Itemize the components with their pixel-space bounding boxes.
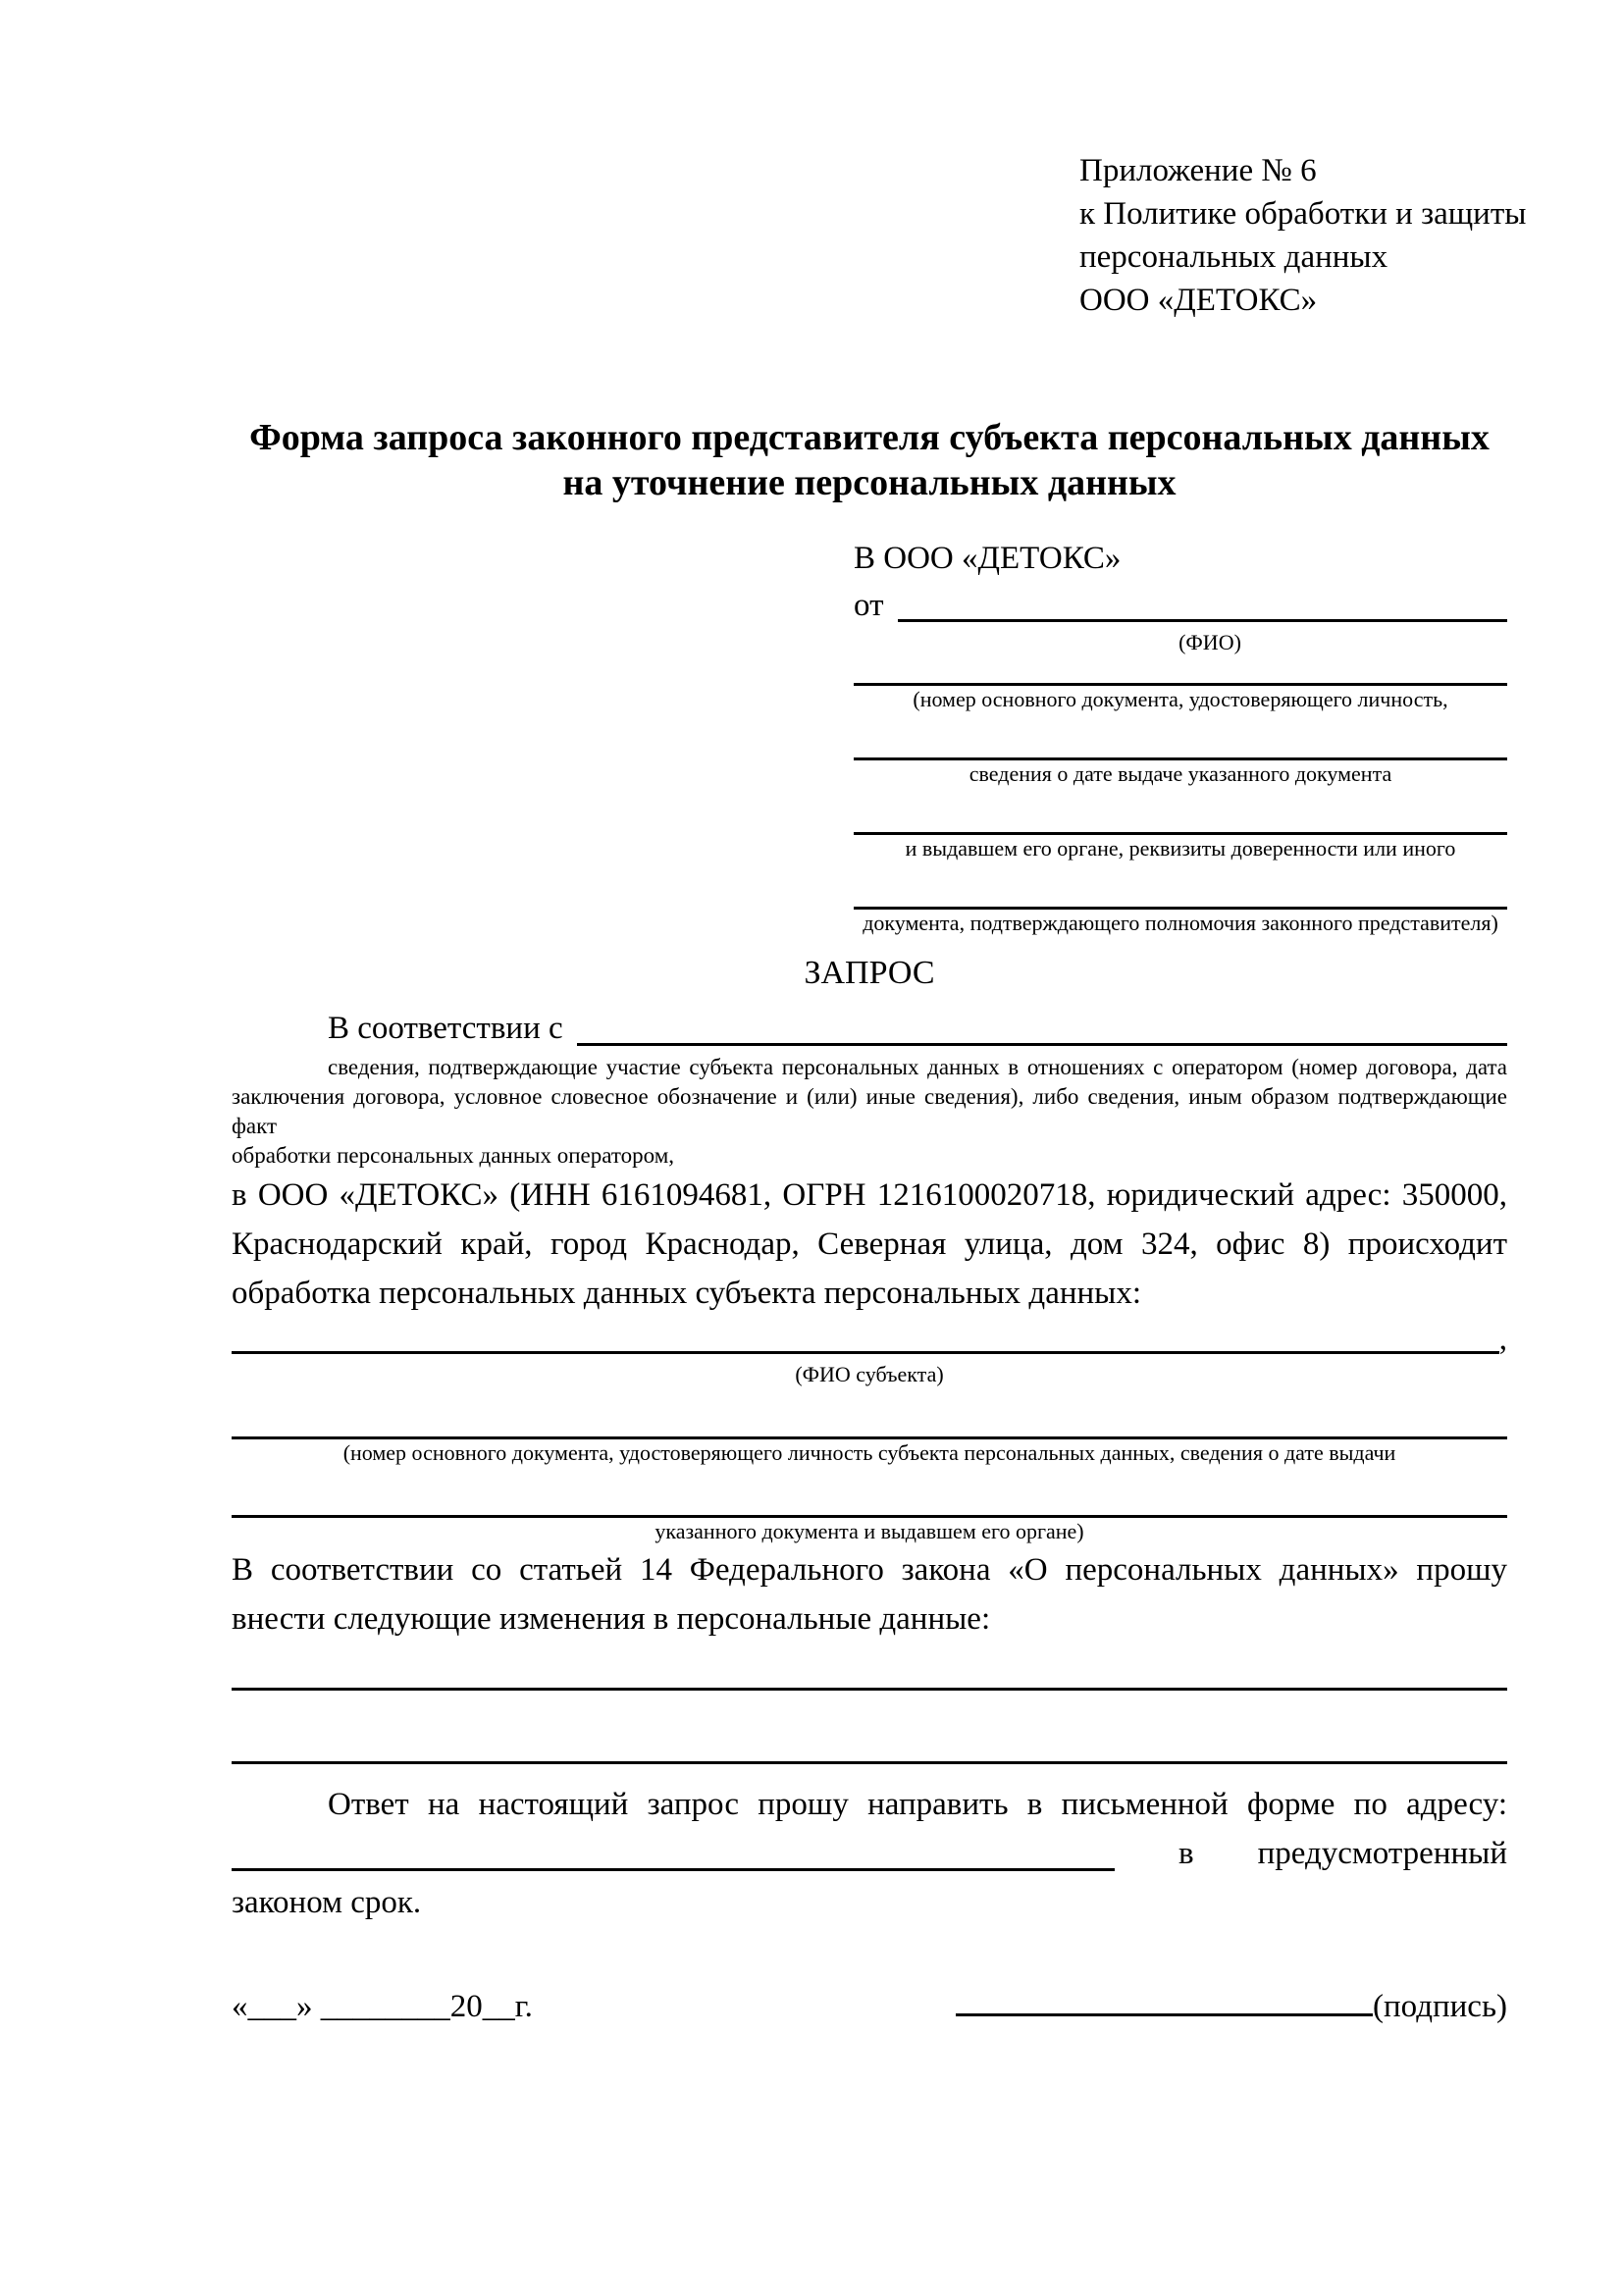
changes-fill-line (232, 1663, 1507, 1691)
subject-doc-caption: (номер основного документа, удостоверяющего личность субъекта персональных данных, сведения о дате выдачи (342, 1440, 1396, 1465)
signature-caption: (подпись) (1373, 1989, 1507, 2024)
subject-doc-caption: указанного документа и выдавшем его органе) (654, 1519, 1084, 1543)
representative-doc-caption: и выдавшем его органе, реквизиты доверенности или иного (905, 836, 1456, 861)
from-row (854, 582, 1507, 629)
changes-fill-line (232, 1691, 1507, 1764)
law-paragraph-line: В соответствии со статьей 14 Федерального закона «О персональных данных» прошу (232, 1552, 1507, 1588)
basis-row (232, 1004, 1507, 1053)
representative-doc-line (854, 731, 1507, 760)
appendix-header-line: к Политике обработки и защиты (1079, 196, 1527, 232)
subject-fio-suffix: , (1498, 1322, 1507, 1357)
basis-note-line: обработки персональных данных оператором, (232, 1143, 674, 1168)
law-paragraph (232, 1545, 1507, 1644)
subject-fio-line (232, 1351, 1499, 1354)
basis-note (232, 1053, 1507, 1171)
reply-paragraph-line: Ответ на настоящий запрос прошу направить в письменной форме по адресу: (328, 1787, 1507, 1822)
subject-doc-line (232, 1412, 1507, 1439)
signature-area (956, 1981, 1507, 2031)
appendix-header (1079, 149, 1527, 322)
form-title-line: на уточнение персональных данных (562, 462, 1177, 503)
signature-line (956, 1981, 1373, 2016)
representative-doc-caption: сведения о дате выдаче указанного документа (969, 761, 1392, 786)
representative-doc-line (854, 880, 1507, 910)
basis-note-line: заключения договора, условное словесное обозначение и (или) иные сведения), либо сведения, иным образом подтверждающие факт (232, 1084, 1507, 1138)
operator-paragraph-line: обработка персональных данных субъекта персональных данных: (232, 1276, 1141, 1311)
from-fill-line (898, 619, 1508, 622)
representative-doc-line (854, 656, 1507, 686)
representative-doc-line (854, 806, 1507, 835)
representative-doc-caption: (номер основного документа, удостоверяющего личность, (913, 687, 1448, 711)
addressee-to: В ООО «ДЕТОКС» (854, 541, 1122, 576)
reply-word: в (1178, 1836, 1194, 1871)
basis-fill-line (577, 1043, 1507, 1046)
addressee-block (854, 535, 1507, 937)
form-title (232, 415, 1507, 505)
operator-paragraph (232, 1171, 1507, 1318)
appendix-header-line: Приложение № 6 (1079, 153, 1317, 188)
law-paragraph-line: внести следующие изменения в персональные данные: (232, 1601, 991, 1637)
operator-paragraph-line: Краснодарский край, город Краснодар, Северная улица, дом 324, офис 8) происходит (232, 1226, 1507, 1262)
reply-word: предусмотренный (1257, 1836, 1507, 1871)
reply-paragraph-line: законом срок. (232, 1885, 422, 1920)
address-fill-line (232, 1868, 1115, 1871)
subject-fio-row (232, 1318, 1507, 1361)
appendix-header-line: персональных данных (1079, 239, 1388, 275)
operator-paragraph-line: в ООО «ДЕТОКС» (ИНН 6161094681, ОГРН 1216100020718, юридический адрес: 350000, (232, 1177, 1507, 1213)
form-title-line: Форма запроса законного представителя субъекта персональных данных (249, 417, 1490, 458)
from-label: от (854, 588, 884, 623)
basis-note-line: сведения, подтверждающие участие субъекта персональных данных в отношениях с оператором (номер договора, дата (328, 1055, 1507, 1079)
date-blank: «___» ________20__г. (232, 1989, 533, 2024)
date-signature-row (232, 1981, 1507, 2031)
representative-doc-caption: документа, подтверждающего полномочия законного представителя) (863, 911, 1498, 935)
request-heading: ЗАПРОС (804, 955, 935, 991)
fio-caption: (ФИО) (1178, 630, 1241, 654)
basis-label: В соответствии с (328, 1011, 563, 1046)
appendix-header-line: ООО «ДЕТОКС» (1079, 283, 1318, 318)
subject-fio-caption: (ФИО субъекта) (795, 1362, 944, 1386)
reply-address-row (232, 1829, 1507, 1878)
page-content (232, 149, 1527, 2031)
subject-doc-line (232, 1490, 1507, 1518)
